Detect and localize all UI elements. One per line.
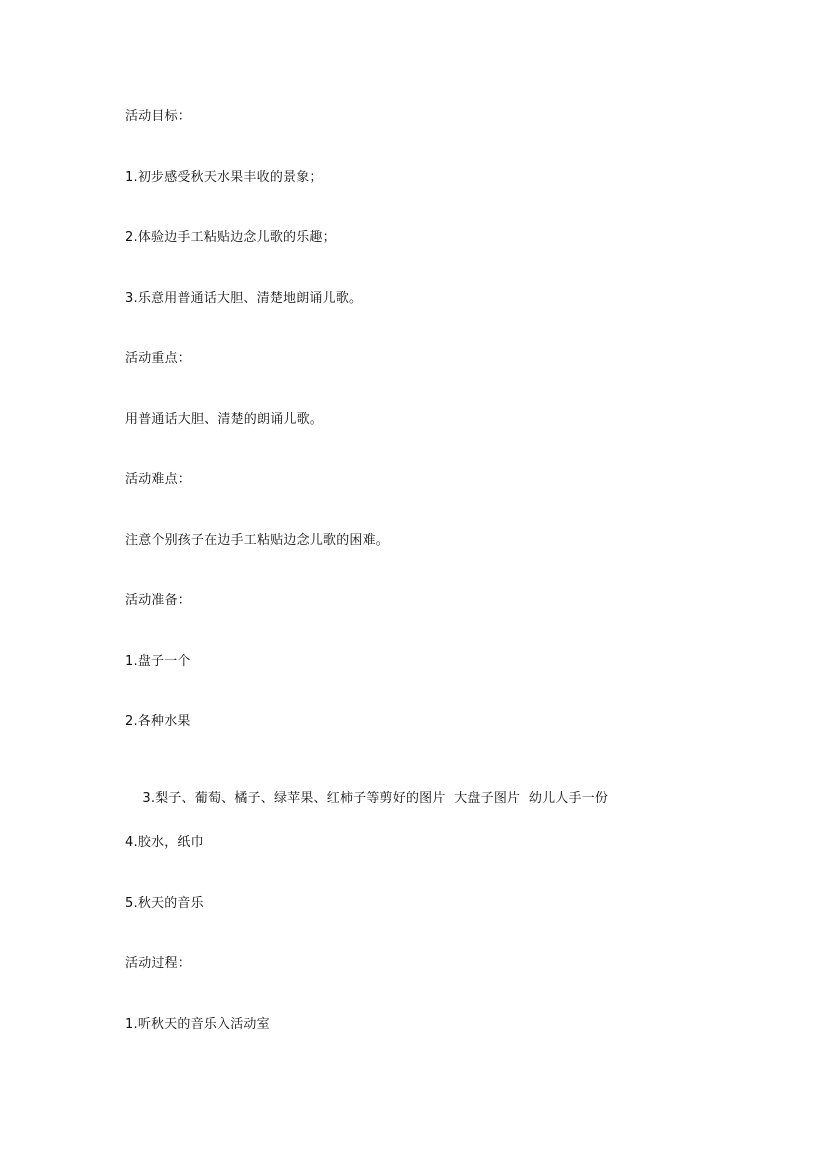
item-text: 梨子、葡萄、橘子、绿苹果、红柿子等剪好的图片 大盘子图片 幼儿人手一份 xyxy=(155,791,609,806)
item-text: 胶水，纸巾 xyxy=(137,835,204,850)
heading-text: 活动重点： xyxy=(125,351,192,366)
list-item xyxy=(125,896,204,912)
section-heading-difficulties xyxy=(125,472,191,488)
paragraph-text: 注意个别孩子在边手工粘贴边念儿歌的困难。 xyxy=(125,533,390,548)
heading-text: 活动难点： xyxy=(125,472,192,487)
section-heading-goals xyxy=(125,109,191,125)
item-number: 1. xyxy=(125,170,138,185)
list-item xyxy=(125,714,191,730)
paragraph xyxy=(125,412,323,428)
item-number: 3. xyxy=(142,791,156,806)
paragraph xyxy=(125,533,389,549)
item-text: 乐意用普通话大胆、清楚地朗诵儿歌。 xyxy=(137,291,363,306)
list-item xyxy=(125,835,204,851)
list-item xyxy=(125,170,323,186)
item-number: 2. xyxy=(125,230,138,245)
paragraph-text: 用普通话大胆、清楚的朗诵儿歌。 xyxy=(125,412,324,427)
item-number: 3. xyxy=(125,291,138,306)
item-number: 1. xyxy=(125,654,138,669)
item-number: 4. xyxy=(125,835,138,850)
item-text: 听秋天的音乐入活动室 xyxy=(137,1017,270,1032)
item-number: 5. xyxy=(125,896,138,911)
item-text: 各种水果 xyxy=(137,714,191,729)
heading-text: 活动目标： xyxy=(125,109,192,124)
list-item xyxy=(125,230,336,246)
item-text: 盘子一个 xyxy=(137,654,191,669)
item-text: 秋天的音乐 xyxy=(137,896,204,911)
heading-text: 活动过程： xyxy=(125,956,192,971)
section-heading-process xyxy=(125,956,191,972)
list-item xyxy=(125,1017,270,1033)
item-text: 体验边手工粘贴边念儿歌的乐趣； xyxy=(137,230,336,245)
item-text: 初步感受秋天水果丰收的景象； xyxy=(137,170,323,185)
list-item xyxy=(125,654,191,670)
item-number: 2. xyxy=(125,714,138,729)
heading-text: 活动准备： xyxy=(125,593,192,608)
section-heading-preparation xyxy=(125,593,191,609)
section-heading-key-points xyxy=(125,351,191,367)
item-number: 1. xyxy=(125,1017,138,1032)
list-item xyxy=(125,775,608,823)
list-item xyxy=(125,291,362,307)
